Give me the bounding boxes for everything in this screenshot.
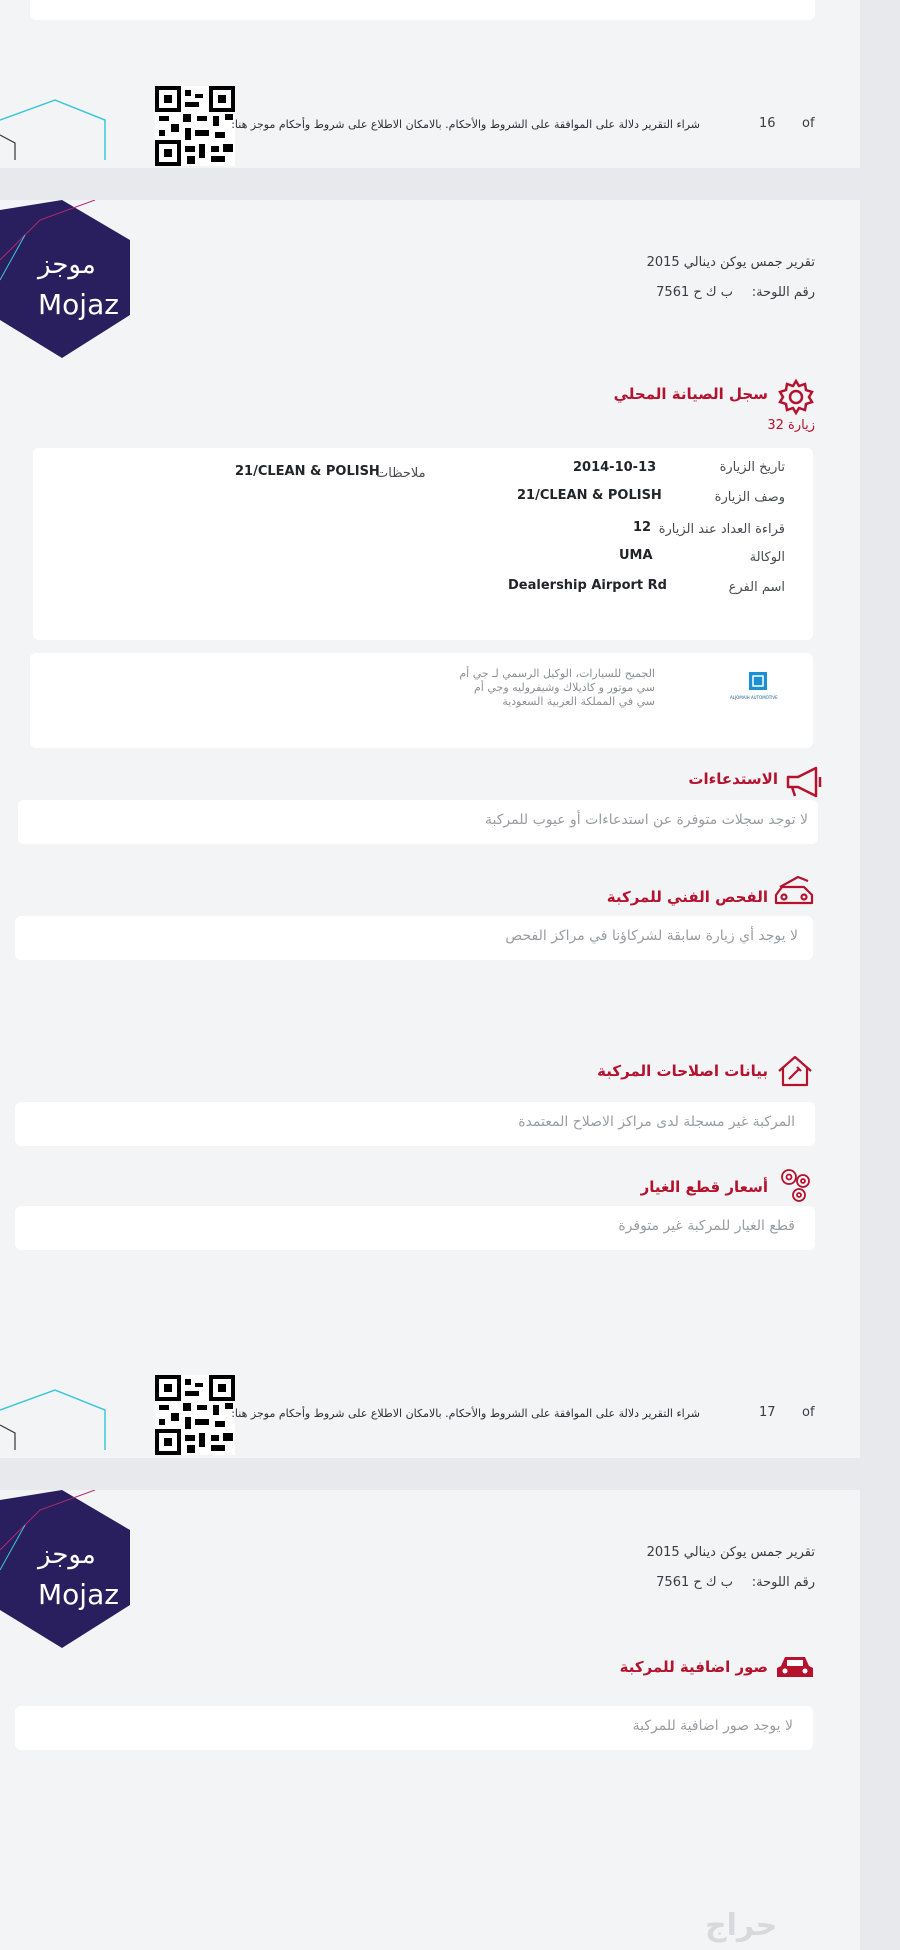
branch-value: Dealership Airport Rd (508, 578, 667, 593)
recalls-title: الاستدعاءات (688, 770, 778, 788)
logo-english: Mojaz (38, 288, 119, 321)
plate-value: ب ك ح 7561 (656, 285, 733, 300)
megaphone-icon (784, 765, 826, 799)
plate-label: رقم اللوحة: (751, 285, 815, 300)
inspection-card (15, 916, 813, 960)
logo-arabic: موجز (38, 250, 96, 280)
page-of-label: of (802, 116, 815, 131)
photos-title: صور اضافية للمركبة (619, 1658, 768, 1676)
page-of-label: of (802, 1405, 815, 1420)
hexagon-outline-icon (0, 95, 110, 165)
car-inspection-icon (772, 875, 818, 909)
odometer-value: 12 (633, 520, 652, 535)
haraj-watermark: حراج (705, 1908, 778, 1943)
plate-label: رقم اللوحة: (751, 1575, 815, 1590)
repairs-card (15, 1102, 815, 1146)
visit-date-label: تاريخ الزيارة (719, 460, 785, 475)
hexagon-outline-icon (0, 1385, 110, 1455)
odometer-label: قراءة العداد عند الزيارة (658, 522, 785, 537)
plate-value: ب ك ح 7561 (656, 1575, 733, 1590)
logo-english: Mojaz (38, 1578, 119, 1611)
dealer-logo-caption: ALJOMAIH AUTOMOTIVE (730, 695, 778, 700)
report-title: تقرير جمس يوكن دينالي 2015 (646, 255, 815, 270)
repairs-message: المركبة غير مسجلة لدى مراكز الاصلاح المعتمدة (518, 1114, 795, 1130)
qr-code-icon[interactable] (155, 86, 235, 166)
page-18 (0, 1490, 860, 1950)
photos-card (15, 1706, 813, 1750)
agency-value: UMA (619, 548, 653, 563)
maintenance-title: سجل الصيانة المحلي (613, 385, 768, 403)
agency-label: الوكالة (749, 550, 785, 565)
inspection-message: لا يوجد أي زيارة سابقة لشركاؤنا في مراكز الفحص (505, 928, 798, 944)
branch-label: اسم الفرع (728, 580, 785, 595)
previous-card-bottom (30, 0, 815, 20)
visit-description-value: 21/CLEAN & POLISH (517, 488, 662, 503)
home-repair-icon (775, 1053, 815, 1089)
report-title: تقرير جمس يوكن دينالي 2015 (646, 1545, 815, 1560)
dealer-line-2: سي موتور و كاديلاك وشيفروليه وجي أم (474, 681, 655, 694)
dealer-description (459, 667, 655, 709)
dealer-logo-icon (735, 668, 781, 712)
notes-label: ملاحظات (376, 466, 426, 481)
gears-icon (775, 1165, 815, 1205)
qr-code-icon[interactable] (155, 1375, 235, 1455)
page-17 (0, 200, 860, 1458)
page-number: 17 (759, 1405, 776, 1420)
dealer-line-3: سي في المملكة العربية السعودية (502, 695, 655, 708)
visit-date-value: 2014-10-13 (573, 460, 657, 475)
parts-title: أسعار قطع الغيار (640, 1178, 768, 1196)
page-16 (0, 0, 860, 168)
mojaz-logo-icon (0, 1490, 135, 1650)
photos-message: لا يوجد صور اضافية للمركبة (632, 1718, 793, 1734)
parts-message: قطع الغيار للمركبة غير متوفرة (618, 1218, 795, 1234)
visit-description-label: وصف الزيارة (714, 490, 785, 505)
visit-count: زيارة 32 (767, 418, 815, 433)
logo-arabic: موجز (38, 1540, 96, 1570)
dealer-line-1: الجميح للسيارات، الوكيل الرسمي لـ جي أم (459, 667, 655, 680)
notes-value: 21/CLEAN & POLISH (235, 464, 380, 479)
recalls-message: لا توجد سجلات متوفرة عن استدعاءات أو عيوب للمركبة (485, 812, 808, 828)
recalls-card (18, 800, 818, 844)
mojaz-logo-icon (0, 200, 135, 360)
maintenance-card (33, 448, 813, 640)
parts-card (15, 1206, 815, 1250)
page-number: 16 (759, 116, 776, 131)
car-icon (775, 1652, 815, 1682)
dealer-card (30, 653, 813, 748)
repairs-title: بيانات اصلاحات المركبة (597, 1062, 768, 1080)
gear-icon (777, 378, 815, 416)
footer-disclaimer: شراء التقرير دلالة على الموافقة على الشروط والأحكام. بالامكان الاطلاع على شروط وأحكام موجز هنا: (231, 118, 700, 131)
footer-disclaimer: شراء التقرير دلالة على الموافقة على الشروط والأحكام. بالامكان الاطلاع على شروط وأحكام موجز هنا: (231, 1407, 700, 1420)
inspection-title: الفحص الفني للمركبة (606, 888, 768, 906)
